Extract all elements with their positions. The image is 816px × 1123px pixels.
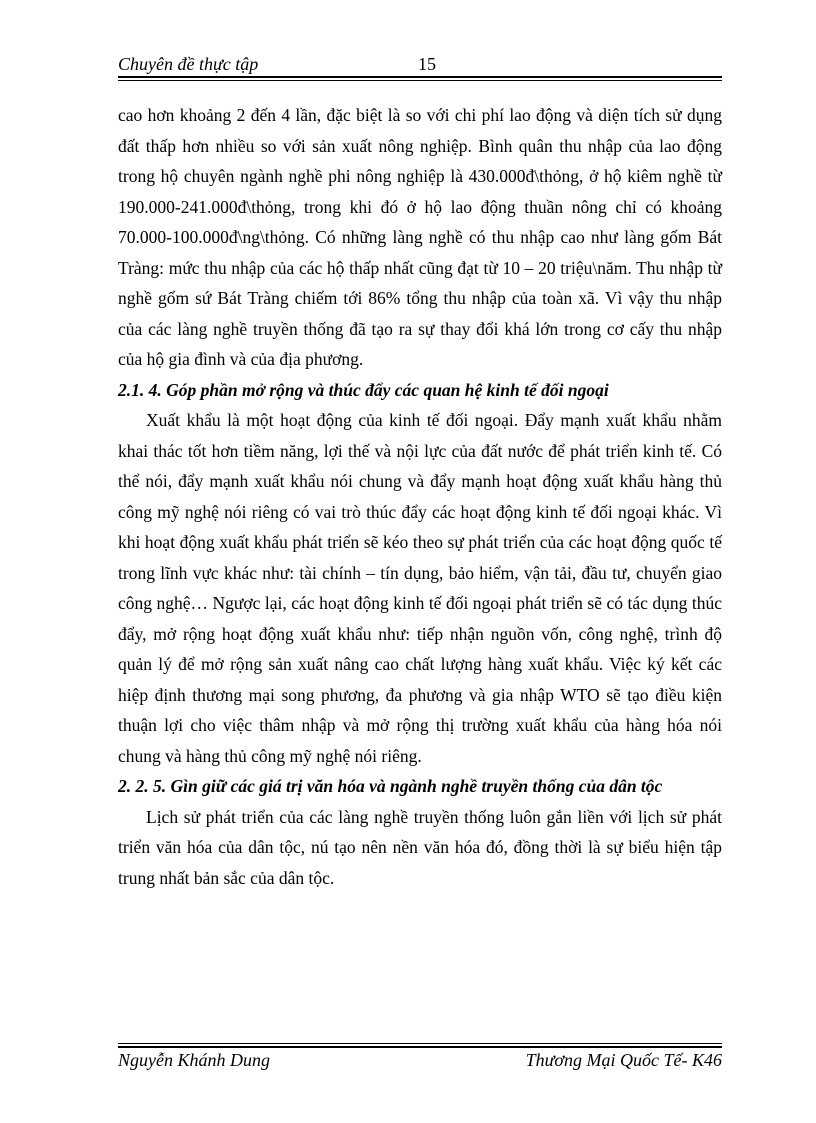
page-number: 15 bbox=[418, 54, 436, 74]
footer-author: Nguyễn Khánh Dung bbox=[118, 1050, 270, 1070]
page-footer bbox=[118, 1050, 722, 1074]
section-heading-culture: 2. 2. 5. Gìn giữ các giá trị văn hóa và ngành nghề truyền thống của dân tộc bbox=[118, 776, 663, 796]
paragraph-income: cao hơn khoảng 2 đến 4 lần, đặc biệt là so với chi phí lao động và diện tích sử dụng đất thấp hơn nhiều so với sản xuất nông nghiệp. Bình quân thu nhập của lao động trong hộ chuyên ngành nghề phi nông nghiệp là 430.000đ\thỏng, ở hộ kiêm nghề từ 190.000-241.000đ\thỏng, trong khi đó ở hộ lao động thuần nông chỉ có khoảng 70.000-100.000đ\ng\thỏng. Có những làng nghề có thu nhập cao như làng gốm Bát Tràng: mức thu nhập của các hộ thấp nhất cũng đạt từ 10 – 20 triệu\năm. Thu nhập từ nghề gốm sứ Bát Tràng chiếm tới 86% tổng thu nhập của toàn xã. Vì vậy thu nhập của các làng nghề truyền thống đã tạo ra sự thay đổi khá lớn trong cơ cấy thu nhập của hộ gia đình và của địa phương. bbox=[118, 105, 722, 369]
header-rule bbox=[118, 76, 722, 81]
footer-department: Thương Mại Quốc Tế- K46 bbox=[525, 1050, 722, 1070]
paragraph-export: Xuất khẩu là một hoạt động của kinh tế đối ngoại. Đẩy mạnh xuất khẩu nhằm khai thác tốt hơn tiềm năng, lợi thế và nội lực của đất nước để phát triển kinh tế. Có thể nói, đẩy mạnh xuất khẩu nói chung và đẩy mạnh hoạt động xuất khẩu hàng thủ công mỹ nghệ nói riêng có vai trò thúc đẩy các hoạt động kinh tế đối ngoại khác. Vì khi hoạt động xuất khẩu phát triển sẽ kéo theo sự phát triển của các hoạt động quốc tế trong lĩnh vực khác như: tài chính – tín dụng, bảo hiểm, vận tải, đầu tư, chuyển giao công nghệ… Ngược lại, các hoạt động kinh tế đối ngoại phát triển sẽ có tác dụng thúc đẩy, mở rộng hoạt động xuất khẩu như: tiếp nhận nguồn vốn, công nghệ, trình độ quản lý để mở rộng sản xuất nâng cao chất lượng hàng xuất khẩu. Việc ký kết các hiệp định thương mại song phương, đa phương và gia nhập WTO sẽ tạo điều kiện thuận lợi cho việc thâm nhập và mở rộng thị trường xuất khẩu của hàng hóa nói chung và hàng thủ công mỹ nghệ nói riêng. bbox=[118, 410, 722, 766]
header-title: Chuyên đề thực tập bbox=[118, 54, 259, 74]
section-heading-foreign-relations: 2.1. 4. Góp phần mở rộng và thúc đẩy các quan hệ kinh tế đối ngoại bbox=[118, 379, 609, 400]
paragraph-history: Lịch sử phát triển của các làng nghề truyền thống luôn gắn liền với lịch sử phát triển văn hóa của dân tộc, nú tạo nên nền văn hóa đó, đồng thời là sự biểu hiện tập trung nhất bản sắc của dân tộc. bbox=[118, 806, 722, 888]
document-body bbox=[118, 100, 722, 893]
footer-rule bbox=[118, 1043, 722, 1048]
page-header bbox=[118, 54, 722, 78]
